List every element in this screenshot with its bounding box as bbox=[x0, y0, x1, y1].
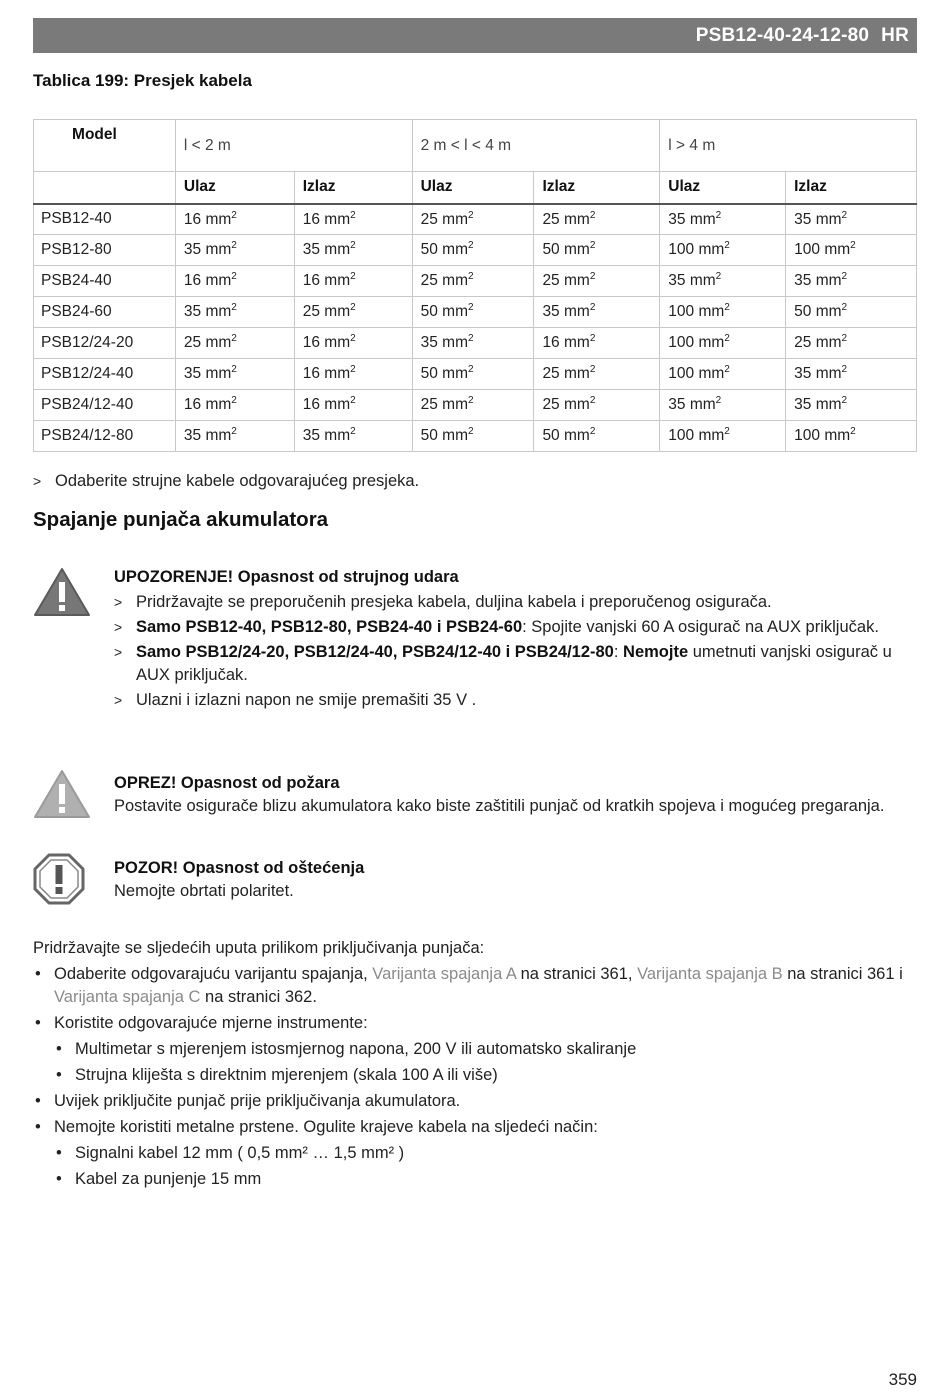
link-variant-c[interactable]: Varijanta spajanja C bbox=[54, 988, 201, 1006]
cell-number: 35 bbox=[668, 396, 686, 414]
cell-unit: mm bbox=[442, 427, 468, 445]
table-cell-value bbox=[412, 266, 534, 297]
table-cell-value bbox=[294, 235, 412, 266]
warning-item-text: : bbox=[613, 643, 624, 661]
cell-number: 35 bbox=[183, 365, 202, 383]
table-cell-value bbox=[294, 390, 412, 421]
column-subheader: Ulaz bbox=[175, 172, 294, 204]
cell-number: 25 bbox=[542, 272, 560, 290]
cell-number: 50 bbox=[420, 303, 438, 321]
table-subheader-row bbox=[34, 172, 917, 204]
cell-number: 50 bbox=[420, 241, 438, 259]
table-cell-value bbox=[786, 266, 917, 297]
cell-unit-exponent: 2 bbox=[231, 209, 237, 221]
cell-unit: mm bbox=[205, 272, 232, 290]
instructions-intro: Pridržavajte se sljedećih uputa prilikom priključivanja punjača: bbox=[33, 939, 485, 957]
bullet-icon: • bbox=[56, 1144, 62, 1162]
list-item-text: na stranici 362. bbox=[200, 988, 317, 1006]
column-subheader: Izlaz bbox=[294, 172, 412, 204]
cell-number: 100 bbox=[668, 365, 695, 383]
cell-unit-exponent: 2 bbox=[467, 426, 474, 438]
cell-unit-exponent: 2 bbox=[231, 240, 237, 252]
warning-item bbox=[114, 641, 914, 687]
notice-octagon-icon bbox=[33, 853, 85, 905]
bullet-icon: • bbox=[35, 965, 41, 983]
cell-unit-exponent: 2 bbox=[589, 333, 596, 345]
cell-unit-exponent: 2 bbox=[841, 209, 848, 221]
table-row bbox=[34, 235, 917, 266]
column-header-model: Model bbox=[34, 120, 176, 172]
table-row bbox=[34, 266, 917, 297]
table-cell-value bbox=[175, 359, 294, 390]
list-item bbox=[33, 1090, 917, 1113]
list-item-text: Nemojte koristiti metalne prstene. Ogulite krajeve kabela na sljedeći način: bbox=[54, 1118, 598, 1136]
warning-content bbox=[114, 566, 914, 712]
table-cell-value bbox=[786, 297, 917, 328]
cell-unit: mm bbox=[564, 334, 590, 352]
warning-item-text: : Spojite vanjski 60 A osigurač na AUX priključak. bbox=[522, 618, 879, 636]
cell-unit: mm bbox=[324, 365, 351, 383]
cell-unit: mm bbox=[442, 272, 468, 290]
cell-number: 100 bbox=[668, 241, 695, 259]
cell-unit: mm bbox=[324, 396, 351, 414]
table-cell-value bbox=[534, 266, 660, 297]
cell-number: 35 bbox=[542, 303, 560, 321]
warning-triangle-icon bbox=[33, 566, 91, 618]
table-cell-model: PSB12/24-20 bbox=[34, 328, 176, 359]
cell-unit-exponent: 2 bbox=[724, 240, 730, 252]
cell-number: 35 bbox=[668, 272, 686, 290]
table-row bbox=[34, 204, 917, 235]
cell-unit-exponent: 2 bbox=[841, 333, 848, 345]
caution-triangle-icon bbox=[33, 768, 91, 820]
table-row bbox=[34, 359, 917, 390]
table-cell-value bbox=[294, 359, 412, 390]
cell-number: 35 bbox=[183, 241, 202, 259]
list-item-text: na stranici 361 i bbox=[782, 965, 903, 983]
table-cell-value bbox=[412, 235, 534, 266]
cell-unit-exponent: 2 bbox=[231, 364, 237, 376]
table-cell-model: PSB12-40 bbox=[34, 204, 176, 235]
cell-unit-exponent: 2 bbox=[350, 426, 356, 438]
notice-content bbox=[114, 857, 914, 903]
table-cell-value bbox=[660, 204, 786, 235]
cable-cross-section-table bbox=[33, 119, 917, 452]
cell-unit-exponent: 2 bbox=[467, 240, 474, 252]
table-cell-model: PSB24-40 bbox=[34, 266, 176, 297]
cell-unit: mm bbox=[824, 427, 851, 445]
cell-number: 16 bbox=[183, 396, 202, 414]
table-cell-value bbox=[294, 297, 412, 328]
cell-unit-exponent: 2 bbox=[350, 333, 356, 345]
cell-unit: mm bbox=[324, 303, 351, 321]
instructions bbox=[33, 937, 917, 1191]
list-item-text: na stranici 361, bbox=[516, 965, 638, 983]
cell-unit: mm bbox=[205, 396, 232, 414]
cell-unit-exponent: 2 bbox=[350, 302, 356, 314]
page-number: 359 bbox=[888, 1370, 917, 1389]
table-cell-value bbox=[786, 204, 917, 235]
cell-unit: mm bbox=[324, 427, 351, 445]
table-cell-value bbox=[660, 421, 786, 452]
table-cell-model: PSB24/12-40 bbox=[34, 390, 176, 421]
cell-unit: mm bbox=[324, 210, 351, 228]
table-cell-value bbox=[534, 328, 660, 359]
cell-unit: mm bbox=[442, 241, 468, 259]
column-subheader: Ulaz bbox=[412, 172, 534, 204]
table-cell-value bbox=[786, 390, 917, 421]
cell-number: 16 bbox=[302, 365, 320, 383]
table-cell-value bbox=[294, 328, 412, 359]
table-cell-value bbox=[786, 328, 917, 359]
section-title: Spajanje punjača akumulatora bbox=[33, 508, 329, 531]
cell-number: 25 bbox=[183, 334, 202, 352]
column-header-range: l < 2 m bbox=[175, 120, 412, 172]
cell-unit: mm bbox=[564, 210, 590, 228]
cell-unit: mm bbox=[324, 272, 351, 290]
cell-unit-exponent: 2 bbox=[231, 395, 237, 407]
link-variant-b[interactable]: Varijanta spajanja B bbox=[637, 965, 783, 983]
cell-unit-exponent: 2 bbox=[350, 395, 356, 407]
table-cell-value bbox=[534, 421, 660, 452]
cell-number: 35 bbox=[183, 303, 202, 321]
table-caption: Tablica 199: Presjek kabela bbox=[33, 71, 252, 90]
cell-number: 25 bbox=[420, 210, 438, 228]
cell-number: 50 bbox=[794, 303, 812, 321]
bullet-icon: • bbox=[35, 1014, 41, 1032]
bullet-icon: • bbox=[56, 1066, 62, 1084]
table-cell-value bbox=[660, 328, 786, 359]
table-row bbox=[34, 328, 917, 359]
table-cell-value bbox=[534, 204, 660, 235]
cell-unit: mm bbox=[815, 303, 842, 321]
cell-unit-exponent: 2 bbox=[350, 209, 356, 221]
column-subheader: Izlaz bbox=[786, 172, 917, 204]
table-cell-value bbox=[660, 235, 786, 266]
list-item-text: Kabel za punjenje 15 mm bbox=[75, 1170, 262, 1188]
list-item bbox=[33, 1012, 917, 1035]
cell-number: 25 bbox=[420, 396, 438, 414]
arrow-icon: > bbox=[33, 473, 42, 489]
header-model: PSB12-40-24-12-80 bbox=[695, 24, 870, 46]
list-item bbox=[33, 963, 917, 1009]
cell-number: 25 bbox=[542, 365, 560, 383]
arrow-icon: > bbox=[114, 594, 123, 610]
table-cell-value bbox=[412, 421, 534, 452]
table-cell-value bbox=[786, 359, 917, 390]
cell-unit-exponent: 2 bbox=[467, 271, 474, 283]
sub-list-item bbox=[33, 1038, 917, 1061]
sub-list-item bbox=[33, 1168, 917, 1191]
arrow-icon: > bbox=[114, 692, 123, 708]
warning-item bbox=[114, 689, 914, 712]
cell-unit: mm bbox=[442, 210, 468, 228]
page-header bbox=[33, 18, 917, 53]
cell-unit-exponent: 2 bbox=[350, 364, 356, 376]
bullet-icon: • bbox=[56, 1040, 62, 1058]
cell-unit: mm bbox=[324, 241, 351, 259]
cell-unit: mm bbox=[698, 241, 725, 259]
cell-unit-exponent: 2 bbox=[350, 271, 356, 283]
table-cell-value bbox=[175, 328, 294, 359]
caution-content bbox=[114, 772, 914, 818]
table-cell-value bbox=[660, 266, 786, 297]
cell-unit-exponent: 2 bbox=[715, 395, 722, 407]
warning-item-bold: Nemojte bbox=[623, 643, 689, 661]
table-cell-value bbox=[660, 390, 786, 421]
cell-unit: mm bbox=[824, 241, 851, 259]
cell-number: 16 bbox=[183, 210, 202, 228]
table-cell-model: PSB24-60 bbox=[34, 297, 176, 328]
cell-number: 100 bbox=[668, 303, 695, 321]
table-cell-value bbox=[786, 421, 917, 452]
note-line bbox=[33, 472, 419, 491]
table-cell-value bbox=[786, 235, 917, 266]
table-cell-value bbox=[175, 421, 294, 452]
cell-unit-exponent: 2 bbox=[724, 302, 730, 314]
cell-number: 16 bbox=[542, 334, 560, 352]
cell-unit: mm bbox=[564, 241, 590, 259]
cell-unit-exponent: 2 bbox=[589, 271, 596, 283]
note-text: Odaberite strujne kabele odgovarajućeg presjeka. bbox=[55, 472, 420, 490]
cell-number: 100 bbox=[668, 334, 695, 352]
warning-item-text: Ulazni i izlazni napon ne smije premašiti 35 V . bbox=[136, 691, 477, 709]
table-row bbox=[34, 421, 917, 452]
cell-number: 35 bbox=[794, 272, 812, 290]
cell-number: 100 bbox=[794, 427, 820, 445]
table-cell-value bbox=[175, 204, 294, 235]
table-cell-value bbox=[412, 359, 534, 390]
warning-item bbox=[114, 591, 914, 614]
cell-unit: mm bbox=[698, 427, 725, 445]
warning-item-text: Pridržavajte se preporučenih presjeka kabela, duljina kabela i preporučenog osigurača. bbox=[136, 593, 772, 611]
table-cell-value bbox=[294, 204, 412, 235]
cell-unit: mm bbox=[815, 334, 842, 352]
list-item-text: Strujna kliješta s direktnim mjerenjem (skala 100 A ili više) bbox=[75, 1066, 498, 1084]
table-cell-value bbox=[175, 390, 294, 421]
cell-unit-exponent: 2 bbox=[589, 364, 596, 376]
column-subheader: Izlaz bbox=[534, 172, 660, 204]
cell-number: 50 bbox=[420, 427, 438, 445]
caution-title: OPREZ! Opasnost od požara bbox=[114, 774, 340, 792]
warning-item-text: umetnuti vanjski osigurač u AUX priključak. bbox=[136, 643, 892, 684]
list-item bbox=[33, 1116, 917, 1139]
cell-unit-exponent: 2 bbox=[589, 426, 596, 438]
cell-unit: mm bbox=[564, 303, 590, 321]
column-header-range: l > 4 m bbox=[660, 120, 917, 172]
cell-unit-exponent: 2 bbox=[231, 333, 237, 345]
table-row bbox=[34, 297, 917, 328]
warning-title: UPOZORENJE! Opasnost od strujnog udara bbox=[114, 568, 459, 586]
list-item-text: Odaberite odgovarajuću varijantu spajanja, bbox=[54, 965, 373, 983]
cell-number: 16 bbox=[183, 272, 202, 290]
cell-number: 50 bbox=[542, 241, 560, 259]
cell-number: 25 bbox=[420, 272, 438, 290]
notice-title: POZOR! Opasnost od oštećenja bbox=[114, 859, 365, 877]
warning-item-bold: Samo PSB12-40, PSB12-80, PSB24-40 i PSB24-60 bbox=[136, 618, 523, 636]
table-cell-value bbox=[175, 235, 294, 266]
cell-number: 35 bbox=[302, 241, 320, 259]
column-subheader-blank bbox=[34, 172, 176, 204]
cell-unit: mm bbox=[205, 210, 232, 228]
cell-unit-exponent: 2 bbox=[467, 302, 474, 314]
cell-unit-exponent: 2 bbox=[715, 209, 722, 221]
table-cell-value bbox=[412, 390, 534, 421]
cell-number: 35 bbox=[668, 210, 686, 228]
cell-unit-exponent: 2 bbox=[350, 240, 356, 252]
cell-unit: mm bbox=[564, 396, 590, 414]
cell-unit-exponent: 2 bbox=[724, 426, 730, 438]
cell-unit-exponent: 2 bbox=[467, 395, 474, 407]
table-cell-value bbox=[660, 297, 786, 328]
table-header-row bbox=[34, 120, 917, 172]
table-cell-value bbox=[534, 390, 660, 421]
cell-unit: mm bbox=[815, 396, 842, 414]
table-cell-model: PSB24/12-80 bbox=[34, 421, 176, 452]
cell-unit: mm bbox=[564, 272, 590, 290]
sub-list-item bbox=[33, 1142, 917, 1165]
table-cell-value bbox=[294, 421, 412, 452]
cell-unit-exponent: 2 bbox=[467, 333, 474, 345]
bullet-icon: • bbox=[35, 1092, 41, 1110]
cell-unit-exponent: 2 bbox=[841, 395, 848, 407]
cell-number: 35 bbox=[302, 427, 320, 445]
cell-unit-exponent: 2 bbox=[589, 209, 596, 221]
list-item-text: Multimetar s mjerenjem istosmjernog napona, 200 V ili automatsko skaliranje bbox=[75, 1040, 637, 1058]
cell-unit: mm bbox=[205, 241, 232, 259]
cell-number: 25 bbox=[542, 210, 560, 228]
table-cell-value bbox=[175, 266, 294, 297]
cell-unit: mm bbox=[442, 303, 468, 321]
arrow-icon: > bbox=[114, 644, 123, 660]
cell-number: 35 bbox=[183, 427, 202, 445]
cell-number: 25 bbox=[542, 396, 560, 414]
notice-text: Nemojte obrtati polaritet. bbox=[114, 882, 294, 900]
cell-unit-exponent: 2 bbox=[850, 240, 856, 252]
table-cell-model: PSB12-80 bbox=[34, 235, 176, 266]
cell-number: 35 bbox=[794, 396, 812, 414]
cell-unit: mm bbox=[698, 334, 725, 352]
cell-number: 50 bbox=[542, 427, 560, 445]
cell-unit-exponent: 2 bbox=[724, 364, 730, 376]
table-cell-value bbox=[534, 235, 660, 266]
cell-unit-exponent: 2 bbox=[841, 271, 848, 283]
cell-unit: mm bbox=[564, 427, 590, 445]
list-item-text: Koristite odgovarajuće mjerne instrumente: bbox=[54, 1014, 368, 1032]
cell-unit: mm bbox=[815, 272, 842, 290]
cell-number: 35 bbox=[794, 365, 812, 383]
cell-unit: mm bbox=[205, 303, 232, 321]
column-subheader: Ulaz bbox=[660, 172, 786, 204]
cell-unit: mm bbox=[205, 365, 232, 383]
bullet-icon: • bbox=[35, 1118, 41, 1136]
cell-unit-exponent: 2 bbox=[841, 302, 848, 314]
column-header-range: 2 m < l < 4 m bbox=[412, 120, 660, 172]
table-cell-value bbox=[412, 204, 534, 235]
cell-unit: mm bbox=[689, 396, 716, 414]
arrow-icon: > bbox=[114, 619, 123, 635]
sub-list-item bbox=[33, 1064, 917, 1087]
table-cell-value bbox=[412, 297, 534, 328]
warning-item-bold: Samo PSB12/24-20, PSB12/24-40, PSB24/12-40 i PSB24/12-80 bbox=[136, 643, 614, 661]
cell-unit: mm bbox=[205, 427, 232, 445]
cell-unit-exponent: 2 bbox=[231, 426, 237, 438]
cell-number: 25 bbox=[794, 334, 812, 352]
cell-number: 16 bbox=[302, 210, 320, 228]
cell-unit: mm bbox=[689, 210, 716, 228]
table-cell-value bbox=[534, 297, 660, 328]
table-row bbox=[34, 390, 917, 421]
cell-unit: mm bbox=[564, 365, 590, 383]
cell-unit: mm bbox=[815, 210, 842, 228]
cell-unit-exponent: 2 bbox=[589, 240, 596, 252]
cell-number: 35 bbox=[420, 334, 438, 352]
list-item-text: Signalni kabel 12 mm ( 0,5 mm² … 1,5 mm² ) bbox=[75, 1144, 405, 1162]
warning-item bbox=[114, 616, 914, 639]
cell-unit-exponent: 2 bbox=[841, 364, 848, 376]
cell-unit: mm bbox=[442, 396, 468, 414]
cell-unit: mm bbox=[442, 365, 468, 383]
cell-unit: mm bbox=[698, 365, 725, 383]
cell-unit: mm bbox=[442, 334, 468, 352]
cell-unit: mm bbox=[689, 272, 716, 290]
cell-unit-exponent: 2 bbox=[589, 302, 596, 314]
cell-unit-exponent: 2 bbox=[467, 364, 474, 376]
cell-unit-exponent: 2 bbox=[850, 426, 856, 438]
cell-number: 100 bbox=[668, 427, 695, 445]
cell-number: 16 bbox=[302, 272, 320, 290]
cell-number: 16 bbox=[302, 334, 320, 352]
cell-unit-exponent: 2 bbox=[231, 302, 237, 314]
table-cell-value bbox=[294, 266, 412, 297]
link-variant-a[interactable]: Varijanta spajanja A bbox=[372, 965, 517, 983]
cell-unit-exponent: 2 bbox=[589, 395, 596, 407]
table-cell-value bbox=[660, 359, 786, 390]
cell-unit: mm bbox=[205, 334, 232, 352]
cell-number: 35 bbox=[794, 210, 812, 228]
cell-unit-exponent: 2 bbox=[231, 271, 237, 283]
caution-text: Postavite osigurače blizu akumulatora kako biste zaštitili punjač od kratkih spojeva i mogućeg pregaranja. bbox=[114, 797, 885, 815]
bullet-icon: • bbox=[56, 1170, 62, 1188]
table-cell-value bbox=[534, 359, 660, 390]
cell-number: 50 bbox=[420, 365, 438, 383]
list-item-text: Uvijek priključite punjač prije priključivanja akumulatora. bbox=[54, 1092, 461, 1110]
cell-unit: mm bbox=[324, 334, 351, 352]
cell-number: 25 bbox=[302, 303, 320, 321]
table-cell-model: PSB12/24-40 bbox=[34, 359, 176, 390]
cell-unit-exponent: 2 bbox=[467, 209, 474, 221]
cell-unit-exponent: 2 bbox=[715, 271, 722, 283]
cell-unit: mm bbox=[815, 365, 842, 383]
cell-unit-exponent: 2 bbox=[724, 333, 730, 345]
cell-number: 100 bbox=[794, 241, 820, 259]
header-language: HR bbox=[881, 24, 909, 46]
table-cell-value bbox=[175, 297, 294, 328]
table-cell-value bbox=[412, 328, 534, 359]
cell-number: 16 bbox=[302, 396, 320, 414]
cell-unit: mm bbox=[698, 303, 725, 321]
